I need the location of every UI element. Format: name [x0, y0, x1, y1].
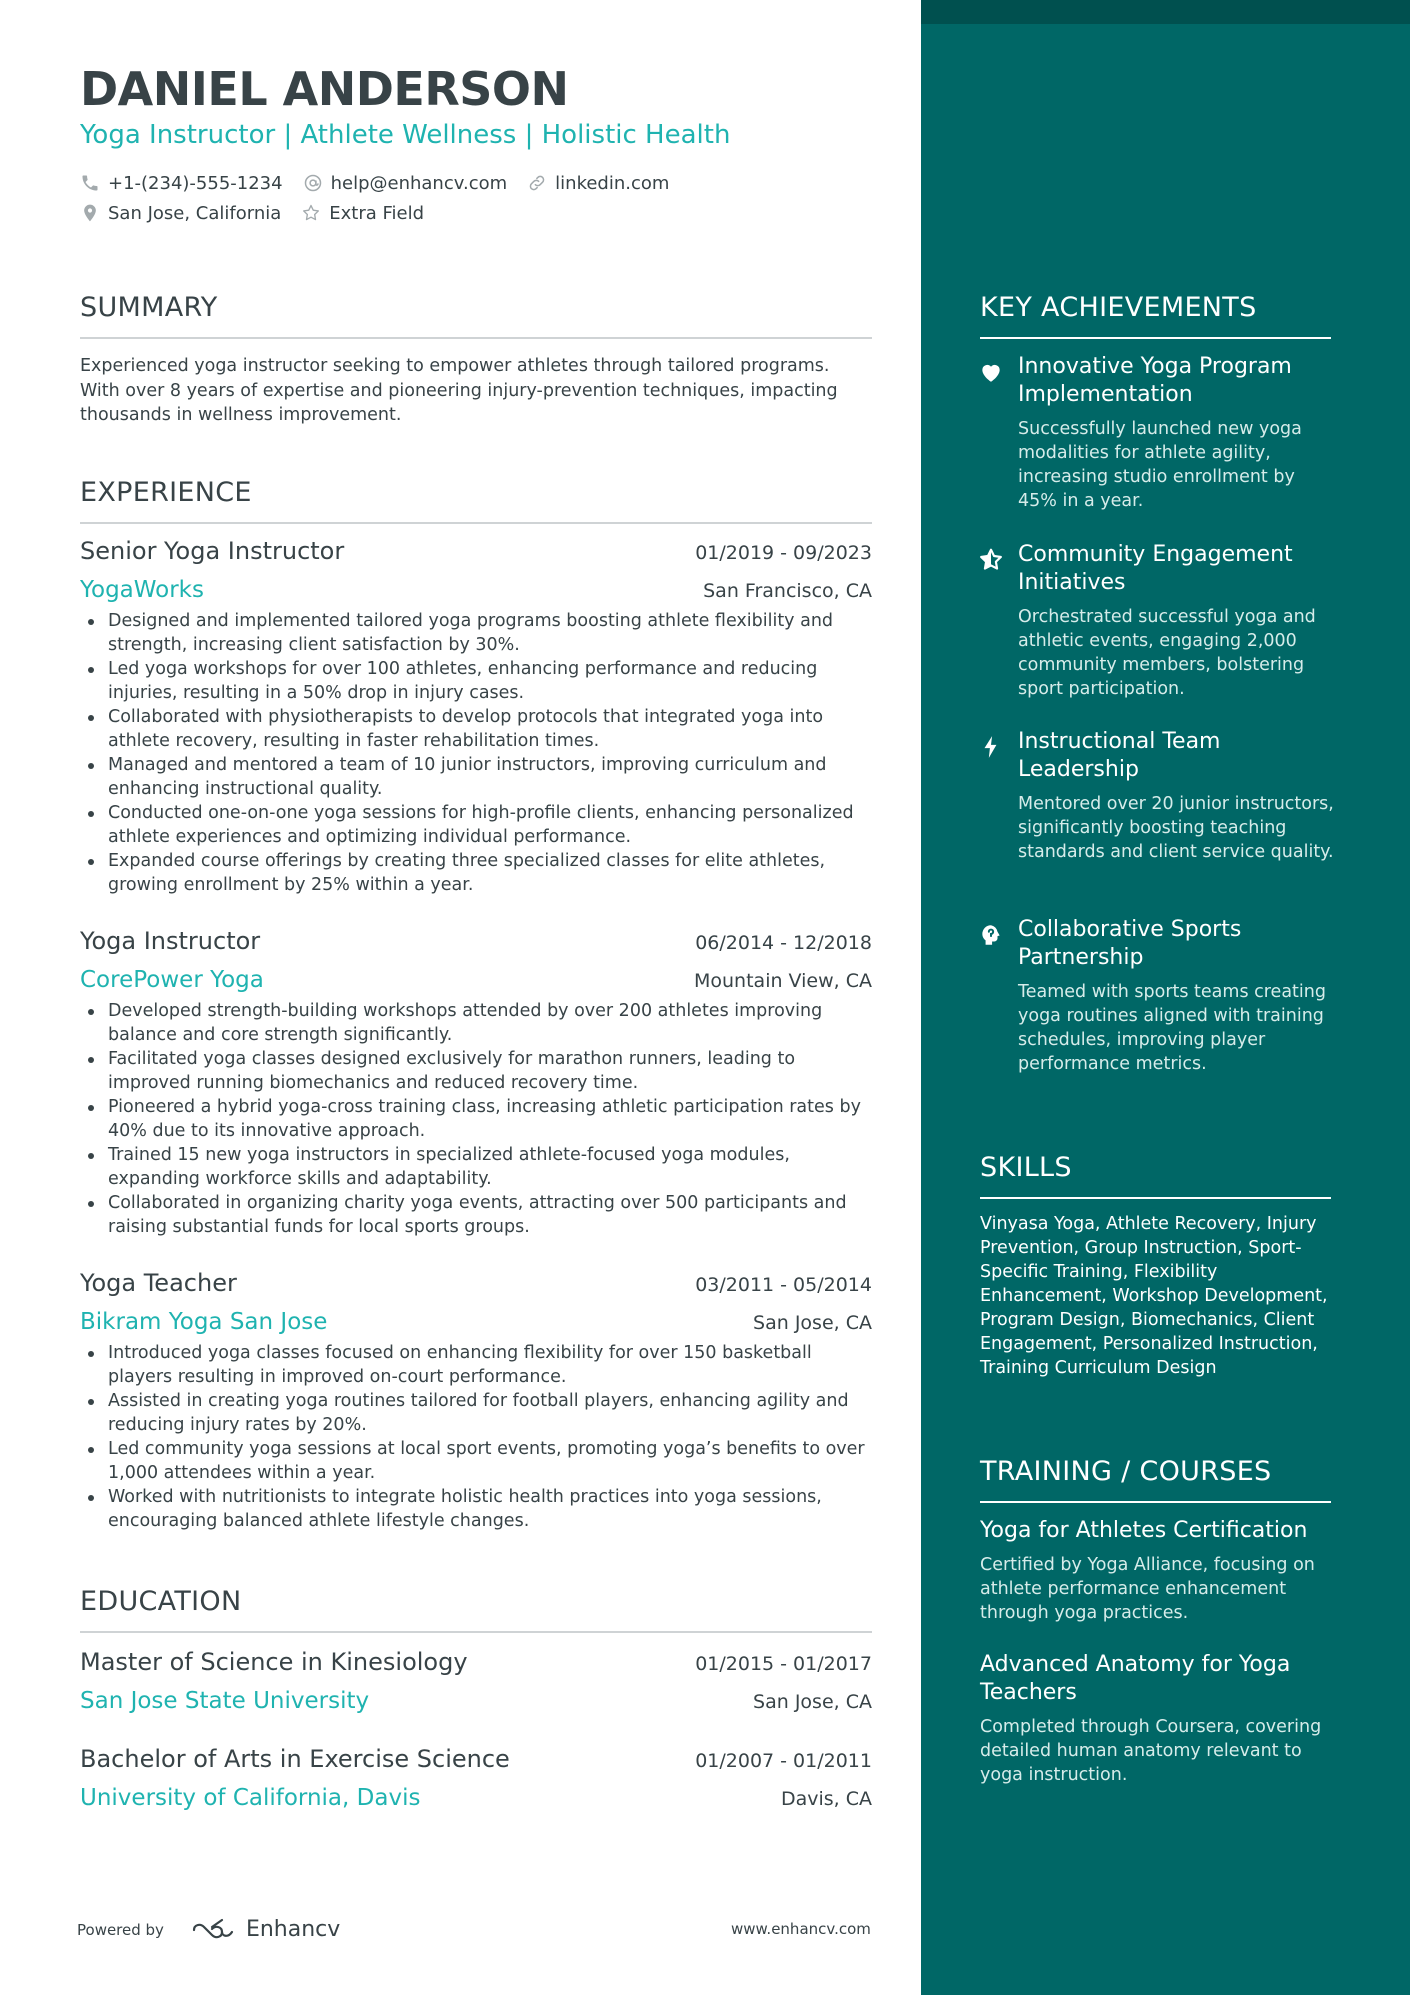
sidebar	[921, 0, 1410, 1995]
achievement-desc: Mentored over 20 junior instructors, significantly boosting teaching standards and client service quality.	[1018, 794, 1334, 862]
skills-heading: SKILLS	[980, 1152, 1331, 1199]
education-dates: 01/2015 - 01/2017	[695, 1653, 872, 1675]
achievement-title: Community Engagement Initiatives	[1018, 542, 1293, 595]
achievements-heading: KEY ACHIEVEMENTS	[980, 292, 1331, 339]
school-location: Davis, CA	[780, 1788, 872, 1810]
achievement-title: Instructional Team Leadership	[1018, 729, 1221, 782]
job-title: Yoga Teacher	[80, 1269, 237, 1297]
achievement-desc: Successfully launched new yoga modalities for athlete agility, increasing studio enrollment by 45% in a year.	[1018, 419, 1302, 511]
job-title: Yoga Instructor	[80, 927, 261, 955]
job-bullet: Facilitated yoga classes designed exclusively for marathon runners, leading to improved running biomechanics and reduced recovery time.	[80, 1047, 872, 1095]
lightning-icon	[978, 728, 1018, 864]
phone-icon	[80, 172, 100, 194]
course-desc: Certified by Yoga Alliance, focusing on athlete performance enhancement through yoga practices.	[980, 1555, 1315, 1623]
contact-location	[80, 202, 281, 224]
job-company: Bikram Yoga San Jose	[80, 1309, 328, 1335]
star-half-icon	[978, 541, 1018, 701]
course-title: Yoga for Athletes Certification	[980, 1518, 1308, 1543]
job-bullet: Expanded course offerings by creating three specialized classes for elite athletes, growing enrollment by 25% within a year.	[80, 849, 872, 897]
phone-text: +1-(234)-555-1234	[108, 172, 283, 194]
linkedin-text: linkedin.com	[555, 172, 670, 194]
sidebar-top-band	[921, 0, 1410, 24]
job-bullet: Trained 15 new yoga instructors in specialized athlete-focused yoga modules, expanding workforce skills and adaptability.	[80, 1143, 872, 1191]
job-bullets	[80, 999, 872, 1239]
job-bullet: Developed strength-building workshops attended by over 200 athletes improving balance and core strength significantly.	[80, 999, 872, 1047]
job-bullet: Collaborated in organizing charity yoga events, attracting over 500 participants and raising substantial funds for local sports groups.	[80, 1191, 872, 1239]
degree-title: Bachelor of Arts in Exercise Science	[80, 1745, 510, 1773]
job-bullet: Introduced yoga classes focused on enhancing flexibility for over 150 basketball players resulting in improved on-court performance.	[80, 1341, 872, 1389]
school-name: University of California, Davis	[80, 1785, 421, 1811]
course-item	[980, 1651, 1340, 1787]
achievement-title: Innovative Yoga Program Implementation	[1018, 354, 1292, 407]
school-location: San Jose, CA	[753, 1691, 872, 1713]
job-bullet: Designed and implemented tailored yoga programs boosting athlete flexibility and strength, increasing client satisfaction by 30%.	[80, 609, 872, 657]
location-text: San Jose, California	[108, 202, 282, 224]
course-title: Advanced Anatomy for Yoga Teachers	[980, 1652, 1291, 1705]
degree-title: Master of Science in Kinesiology	[80, 1648, 468, 1676]
brand-text: Enhancv	[245, 1917, 341, 1942]
enhancv-logo-icon	[190, 1918, 236, 1942]
achievement-item	[978, 728, 1338, 864]
contact-linkedin[interactable]	[527, 172, 669, 194]
job-location: San Jose, CA	[753, 1312, 872, 1334]
footer-branding	[77, 1917, 340, 1942]
extra-text: Extra Field	[329, 202, 425, 224]
skills-list: Vinyasa Yoga, Athlete Recovery, Injury Prevention, Group Instruction, Sport-Specific Training, Flexibility Enhancement, Workshop Development, Program Design, Biomechanics, Client Engagement, Personalized Instruction, Training Curriculum Design	[980, 1214, 1328, 1378]
candidate-tagline: Yoga Instructor | Athlete Wellness | Holistic Health	[80, 120, 731, 150]
achievement-title: Collaborative Sports Partnership	[1018, 917, 1242, 970]
job-entry	[80, 927, 872, 1239]
enhancv-logo[interactable]	[190, 1917, 340, 1942]
job-location: Mountain View, CA	[694, 970, 872, 992]
job-dates: 06/2014 - 12/2018	[695, 932, 872, 954]
education-entry	[80, 1745, 872, 1811]
link-icon	[527, 172, 547, 194]
powered-by-text: Powered by	[77, 1920, 164, 1939]
summary-text: Experienced yoga instructor seeking to empower athletes through tailored programs. With over 8 years of expertise and pioneering injury-prevention techniques, impacting thousands in wellness improvement.	[80, 356, 838, 425]
job-bullets	[80, 609, 872, 897]
job-bullet: Assisted in creating yoga routines tailored for football players, enhancing agility and reducing injury rates by 20%.	[80, 1389, 872, 1437]
contact-email[interactable]	[303, 172, 508, 194]
location-pin-icon	[80, 202, 100, 224]
job-bullet: Worked with nutritionists to integrate holistic health practices into yoga sessions, encouraging balanced athlete lifestyle changes.	[80, 1485, 872, 1533]
job-bullet: Collaborated with physiotherapists to develop protocols that integrated yoga into athlete recovery, resulting in faster rehabilitation times.	[80, 705, 872, 753]
job-entry	[80, 537, 872, 897]
job-bullet: Managed and mentored a team of 10 junior instructors, improving curriculum and enhancing instructional quality.	[80, 753, 872, 801]
job-bullet: Pioneered a hybrid yoga-cross training class, increasing athletic participation rates by 40% due to its innovative approach.	[80, 1095, 872, 1143]
job-bullets	[80, 1341, 872, 1533]
experience-heading: EXPERIENCE	[80, 477, 872, 524]
job-company: YogaWorks	[80, 577, 204, 603]
achievement-item	[978, 541, 1338, 701]
contact-row	[80, 172, 669, 194]
email-text: help@enhancv.com	[330, 172, 508, 194]
brain-icon	[978, 916, 1018, 1076]
contact-row-2	[80, 202, 424, 224]
job-bullet: Conducted one-on-one yoga sessions for high-profile clients, enhancing personalized athlete experiences and optimizing individual performance.	[80, 801, 872, 849]
achievement-item	[978, 916, 1338, 1076]
school-name: San Jose State University	[80, 1688, 370, 1714]
star-icon	[301, 202, 321, 224]
contact-phone[interactable]	[80, 172, 283, 194]
job-entry	[80, 1269, 872, 1533]
achievement-item	[978, 353, 1338, 513]
job-dates: 03/2011 - 05/2014	[695, 1274, 872, 1296]
job-company: CorePower Yoga	[80, 967, 264, 993]
education-dates: 01/2007 - 01/2011	[695, 1750, 872, 1772]
education-heading: EDUCATION	[80, 1586, 872, 1633]
achievement-desc: Teamed with sports teams creating yoga routines aligned with training schedules, improving player performance metrics.	[1018, 982, 1326, 1074]
at-icon	[303, 172, 323, 194]
candidate-name: DANIEL ANDERSON	[80, 62, 569, 116]
course-desc: Completed through Coursera, covering detailed human anatomy relevant to yoga instruction.	[980, 1717, 1322, 1785]
heart-icon	[978, 353, 1018, 513]
course-item	[980, 1517, 1340, 1625]
job-location: San Francisco, CA	[703, 580, 872, 602]
education-entry	[80, 1648, 872, 1714]
achievement-desc: Orchestrated successful yoga and athletic events, engaging 2,000 community members, bolstering sport participation.	[1018, 607, 1316, 699]
job-dates: 01/2019 - 09/2023	[695, 542, 872, 564]
contact-extra	[301, 202, 424, 224]
job-bullet: Led community yoga sessions at local sport events, promoting yoga’s benefits to over 1,000 attendees within a year.	[80, 1437, 872, 1485]
footer-website[interactable]: www.enhancv.com	[731, 1920, 871, 1938]
summary-heading: SUMMARY	[80, 292, 872, 339]
job-title: Senior Yoga Instructor	[80, 537, 345, 565]
training-heading: TRAINING / COURSES	[980, 1456, 1331, 1503]
job-bullet: Led yoga workshops for over 100 athletes, enhancing performance and reducing injuries, resulting in a 50% drop in injury cases.	[80, 657, 872, 705]
